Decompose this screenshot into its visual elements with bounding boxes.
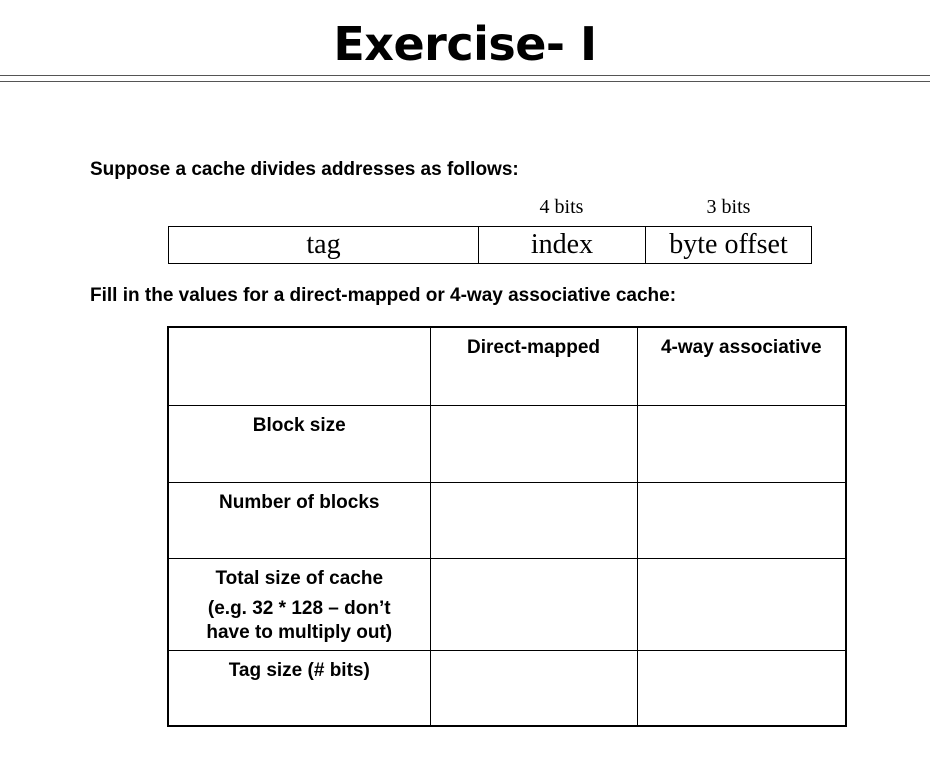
cell-total-size-direct-mapped[interactable] [430,558,637,650]
title-rule-bottom [0,81,930,82]
table-header-row [168,327,846,405]
table-row [168,650,846,726]
table-row [168,482,846,558]
header-4-way-associative: 4-way associative [637,327,846,405]
address-prompt: Suppose a cache divides addresses as follows: [90,159,519,180]
address-offset-field: byte offset [669,229,788,260]
fill-prompt: Fill in the values for a direct-mapped or 4-way associative cache: [90,285,677,306]
slide-title: Exercise- I [333,17,597,71]
cell-tag-size-4-way[interactable] [637,650,846,726]
table-row [168,558,846,650]
cell-total-size-4-way[interactable] [637,558,846,650]
total-size-label: Total size of cache [215,567,384,589]
row-label-tag-size: Tag size (# bits) [168,650,430,726]
header-direct-mapped: Direct-mapped [430,327,637,405]
address-tag-field: tag [169,227,479,263]
title-rule-top [0,75,930,76]
cell-number-of-blocks-direct-mapped[interactable] [430,482,637,558]
row-label-number-of-blocks: Number of blocks [168,482,430,558]
index-bits-label: 4 bits [539,196,584,218]
table-row [168,405,846,482]
cell-number-of-blocks-4-way[interactable] [637,482,846,558]
row-label-total-size [168,558,430,650]
header-corner-cell [168,327,430,405]
cache-table [167,326,847,727]
address-breakdown [168,226,812,264]
address-index-field: index [479,227,646,263]
total-size-hint-line1: (e.g. 32 * 128 – don’t [207,597,391,619]
offset-bits-label: 3 bits [706,196,751,218]
row-label-block-size: Block size [168,405,430,482]
total-size-hint-line2: have to multiply out) [206,621,393,643]
cell-tag-size-direct-mapped[interactable] [430,650,637,726]
cell-block-size-direct-mapped[interactable] [430,405,637,482]
cell-block-size-4-way[interactable] [637,405,846,482]
